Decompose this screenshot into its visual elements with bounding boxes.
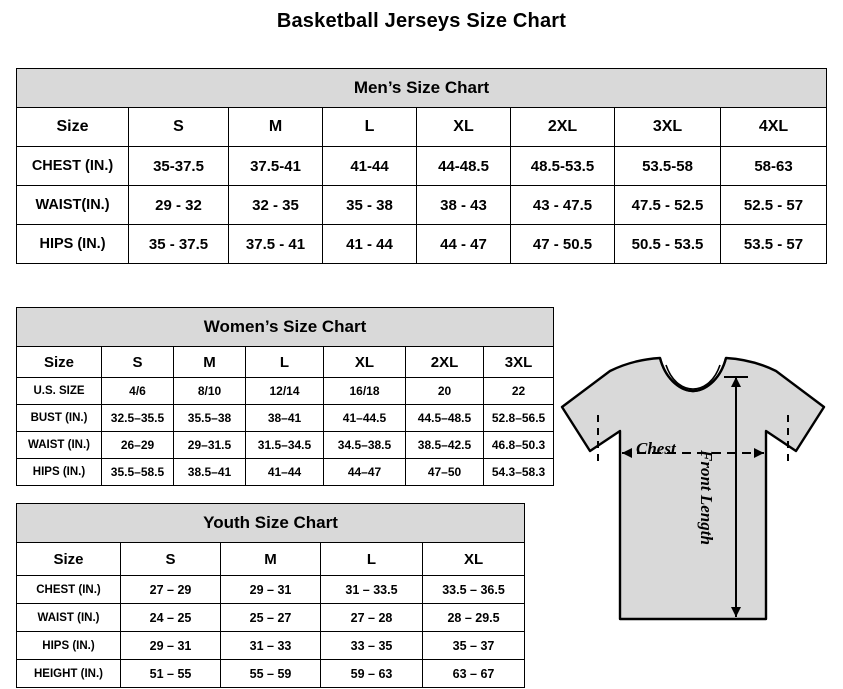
col-header-xl: XL (324, 347, 406, 378)
cell: 48.5-53.5 (511, 147, 615, 186)
cell: 59 – 63 (321, 660, 423, 688)
row-label-us-size: U.S. SIZE (17, 378, 102, 405)
col-header-size: Size (17, 543, 121, 576)
cell: 31 – 33.5 (321, 576, 423, 604)
row-label-hips: HIPS (IN.) (17, 225, 129, 264)
table-row (17, 405, 554, 432)
col-header-2xl: 2XL (511, 108, 615, 147)
cell: 32 - 35 (229, 186, 323, 225)
cell: 53.5-58 (615, 147, 721, 186)
table-header-row (17, 543, 525, 576)
cell: 35 - 37.5 (129, 225, 229, 264)
row-label-waist: WAIST(IN.) (17, 186, 129, 225)
table-header-row (17, 108, 827, 147)
table-header-row (17, 347, 554, 378)
cell: 4/6 (102, 378, 174, 405)
row-label-waist: WAIST (IN.) (17, 432, 102, 459)
table-row (17, 632, 525, 660)
table-row (17, 378, 554, 405)
womens-caption: Women’s Size Chart (17, 308, 554, 347)
col-header-xl: XL (417, 108, 511, 147)
cell: 12/14 (246, 378, 324, 405)
cell: 33 – 35 (321, 632, 423, 660)
col-header-3xl: 3XL (615, 108, 721, 147)
row-label-height: HEIGHT (IN.) (17, 660, 121, 688)
mens-size-chart-table (16, 68, 827, 264)
cell: 52.5 - 57 (721, 186, 827, 225)
table-row (17, 660, 525, 688)
cell: 44–47 (324, 459, 406, 486)
chest-measure-label: Chest (636, 439, 676, 458)
front-length-measure-label: Front Length (697, 450, 716, 545)
col-header-m: M (221, 543, 321, 576)
cell: 47 - 50.5 (511, 225, 615, 264)
table-row (17, 576, 525, 604)
cell: 35 – 37 (423, 632, 525, 660)
col-header-s: S (121, 543, 221, 576)
cell: 29 – 31 (221, 576, 321, 604)
cell: 37.5 - 41 (229, 225, 323, 264)
row-label-chest: CHEST (IN.) (17, 147, 129, 186)
col-header-3xl: 3XL (484, 347, 554, 378)
table-row (17, 604, 525, 632)
cell: 37.5-41 (229, 147, 323, 186)
cell: 44-48.5 (417, 147, 511, 186)
col-header-s: S (129, 108, 229, 147)
cell: 29–31.5 (174, 432, 246, 459)
table-row (17, 459, 554, 486)
cell: 35.5–58.5 (102, 459, 174, 486)
cell: 55 – 59 (221, 660, 321, 688)
col-header-s: S (102, 347, 174, 378)
womens-size-chart-table (16, 307, 554, 486)
cell: 44.5–48.5 (406, 405, 484, 432)
cell: 41-44 (323, 147, 417, 186)
table-row (17, 186, 827, 225)
cell: 16/18 (324, 378, 406, 405)
cell: 29 – 31 (121, 632, 221, 660)
mens-caption: Men’s Size Chart (17, 69, 827, 108)
table-row (17, 432, 554, 459)
table-caption-row (17, 69, 827, 108)
cell: 34.5–38.5 (324, 432, 406, 459)
cell: 24 – 25 (121, 604, 221, 632)
youth-caption: Youth Size Chart (17, 504, 525, 543)
col-header-m: M (229, 108, 323, 147)
cell: 44 - 47 (417, 225, 511, 264)
cell: 8/10 (174, 378, 246, 405)
cell: 47–50 (406, 459, 484, 486)
cell: 41 - 44 (323, 225, 417, 264)
cell: 35-37.5 (129, 147, 229, 186)
cell: 47.5 - 52.5 (615, 186, 721, 225)
cell: 32.5–35.5 (102, 405, 174, 432)
cell: 22 (484, 378, 554, 405)
cell: 29 - 32 (129, 186, 229, 225)
cell: 54.3–58.3 (484, 459, 554, 486)
page-title: Basketball Jerseys Size Chart (276, 10, 567, 32)
cell: 53.5 - 57 (721, 225, 827, 264)
col-header-4xl: 4XL (721, 108, 827, 147)
col-header-l: L (246, 347, 324, 378)
row-label-hips: HIPS (IN.) (17, 632, 121, 660)
cell: 41–44.5 (324, 405, 406, 432)
col-header-m: M (174, 347, 246, 378)
col-header-xl: XL (423, 543, 525, 576)
cell: 27 – 29 (121, 576, 221, 604)
cell: 43 - 47.5 (511, 186, 615, 225)
cell: 35.5–38 (174, 405, 246, 432)
cell: 27 – 28 (321, 604, 423, 632)
cell: 63 – 67 (423, 660, 525, 688)
cell: 51 – 55 (121, 660, 221, 688)
table-row (17, 147, 827, 186)
row-label-bust: BUST (IN.) (17, 405, 102, 432)
col-header-l: L (323, 108, 417, 147)
cell: 38.5–42.5 (406, 432, 484, 459)
col-header-2xl: 2XL (406, 347, 484, 378)
cell: 58-63 (721, 147, 827, 186)
row-label-waist: WAIST (IN.) (17, 604, 121, 632)
row-label-chest: CHEST (IN.) (17, 576, 121, 604)
row-label-hips: HIPS (IN.) (17, 459, 102, 486)
table-caption-row (17, 308, 554, 347)
cell: 35 - 38 (323, 186, 417, 225)
cell: 20 (406, 378, 484, 405)
cell: 28 – 29.5 (423, 604, 525, 632)
cell: 26–29 (102, 432, 174, 459)
cell: 38 - 43 (417, 186, 511, 225)
col-header-l: L (321, 543, 423, 576)
cell: 41–44 (246, 459, 324, 486)
col-header-size: Size (17, 108, 129, 147)
jersey-diagram (548, 355, 838, 675)
cell: 33.5 – 36.5 (423, 576, 525, 604)
cell: 31.5–34.5 (246, 432, 324, 459)
table-row (17, 225, 827, 264)
col-header-size: Size (17, 347, 102, 378)
cell: 38–41 (246, 405, 324, 432)
cell: 46.8–50.3 (484, 432, 554, 459)
cell: 52.8–56.5 (484, 405, 554, 432)
youth-size-chart-table (16, 503, 525, 688)
table-caption-row (17, 504, 525, 543)
cell: 31 – 33 (221, 632, 321, 660)
jersey-shape-icon (548, 355, 838, 675)
cell: 38.5–41 (174, 459, 246, 486)
cell: 50.5 - 53.5 (615, 225, 721, 264)
cell: 25 – 27 (221, 604, 321, 632)
